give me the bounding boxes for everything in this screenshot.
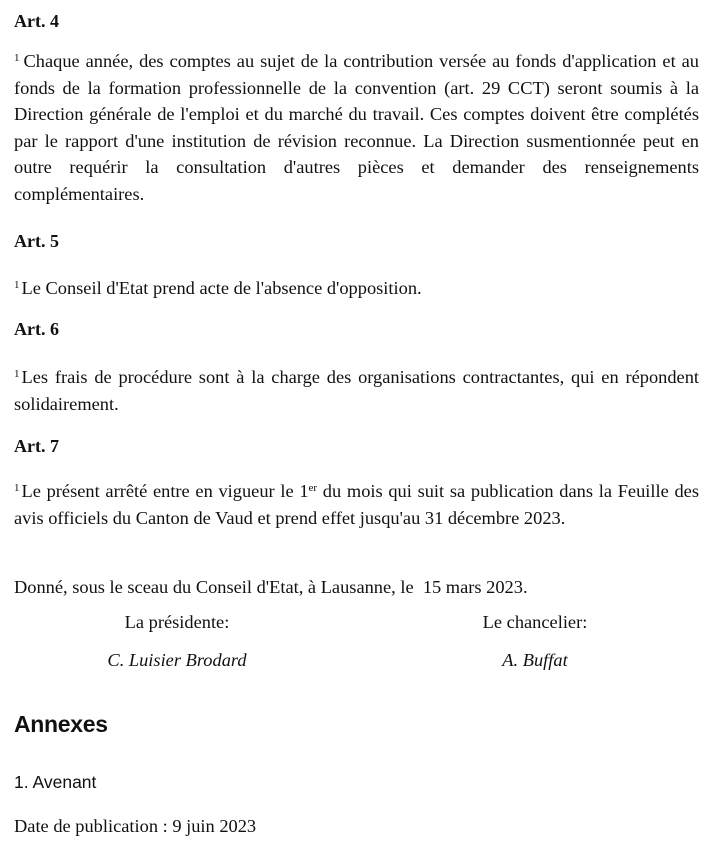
article-7-title: Art. 7 [14,436,59,456]
signature-chancellor [415,610,655,672]
article-4-title: Art. 4 [14,11,59,31]
article-7-text-before: Le présent arrêté entre en vigueur le 1 [21,481,309,501]
paragraph-number: 1 [14,368,20,380]
annexes-heading: Annexes [14,711,108,737]
article-5-paragraph [14,275,699,302]
signature-name: C. Luisier Brodard [107,650,247,670]
signature-president [57,610,297,672]
article-6-title: Art. 6 [14,319,59,339]
ordinal-superscript: er [308,482,318,494]
signatures-block [14,610,699,674]
annex-link-avenant[interactable]: 1. Avenant [14,772,97,792]
signature-role: La présidente: [124,612,230,632]
article-6-paragraph [14,364,699,417]
article-7-paragraph [14,478,699,531]
article-5-text: Le Conseil d'Etat prend acte de l'absence d'opposition. [21,278,422,298]
signature-role: Le chancelier: [482,612,588,632]
article-5-title: Art. 5 [14,231,59,251]
publication-date: Date de publication : 9 juin 2023 [14,816,257,836]
paragraph-number: 1 [14,279,20,291]
signature-name: A. Buffat [502,650,568,670]
article-6-text: Les frais de procédure sont à la charge des organisations contractantes, qui en répondent solidairement. [14,367,699,414]
article-4-text: Chaque année, des comptes au sujet de la contribution versée au fonds d'application et au fonds de la formation professionnelle de la convention (art. 29 CCT) seront soumis à la Direction générale de l'emploi et du marché du travail. Ces comptes doivent être complétés par le rapport d'une institution de révision reconnue. La Direction susmentionnée peut en outre requérir la consultation d'autres pièces et demander des renseignements complémentaires. [14,51,699,204]
paragraph-number: 1 [14,482,20,494]
article-7-text-after: du mois qui suit sa publication dans la Feuille des avis officiels du Canton de Vaud et prend effet jusqu'au 31 décembre 2023. [14,481,699,528]
article-4-paragraph [14,48,699,208]
given-under-seal-text: Donné, sous le sceau du Conseil d'Etat, à Lausanne, le 15 mars 2023. [14,577,528,597]
paragraph-number: 1 [14,52,20,64]
